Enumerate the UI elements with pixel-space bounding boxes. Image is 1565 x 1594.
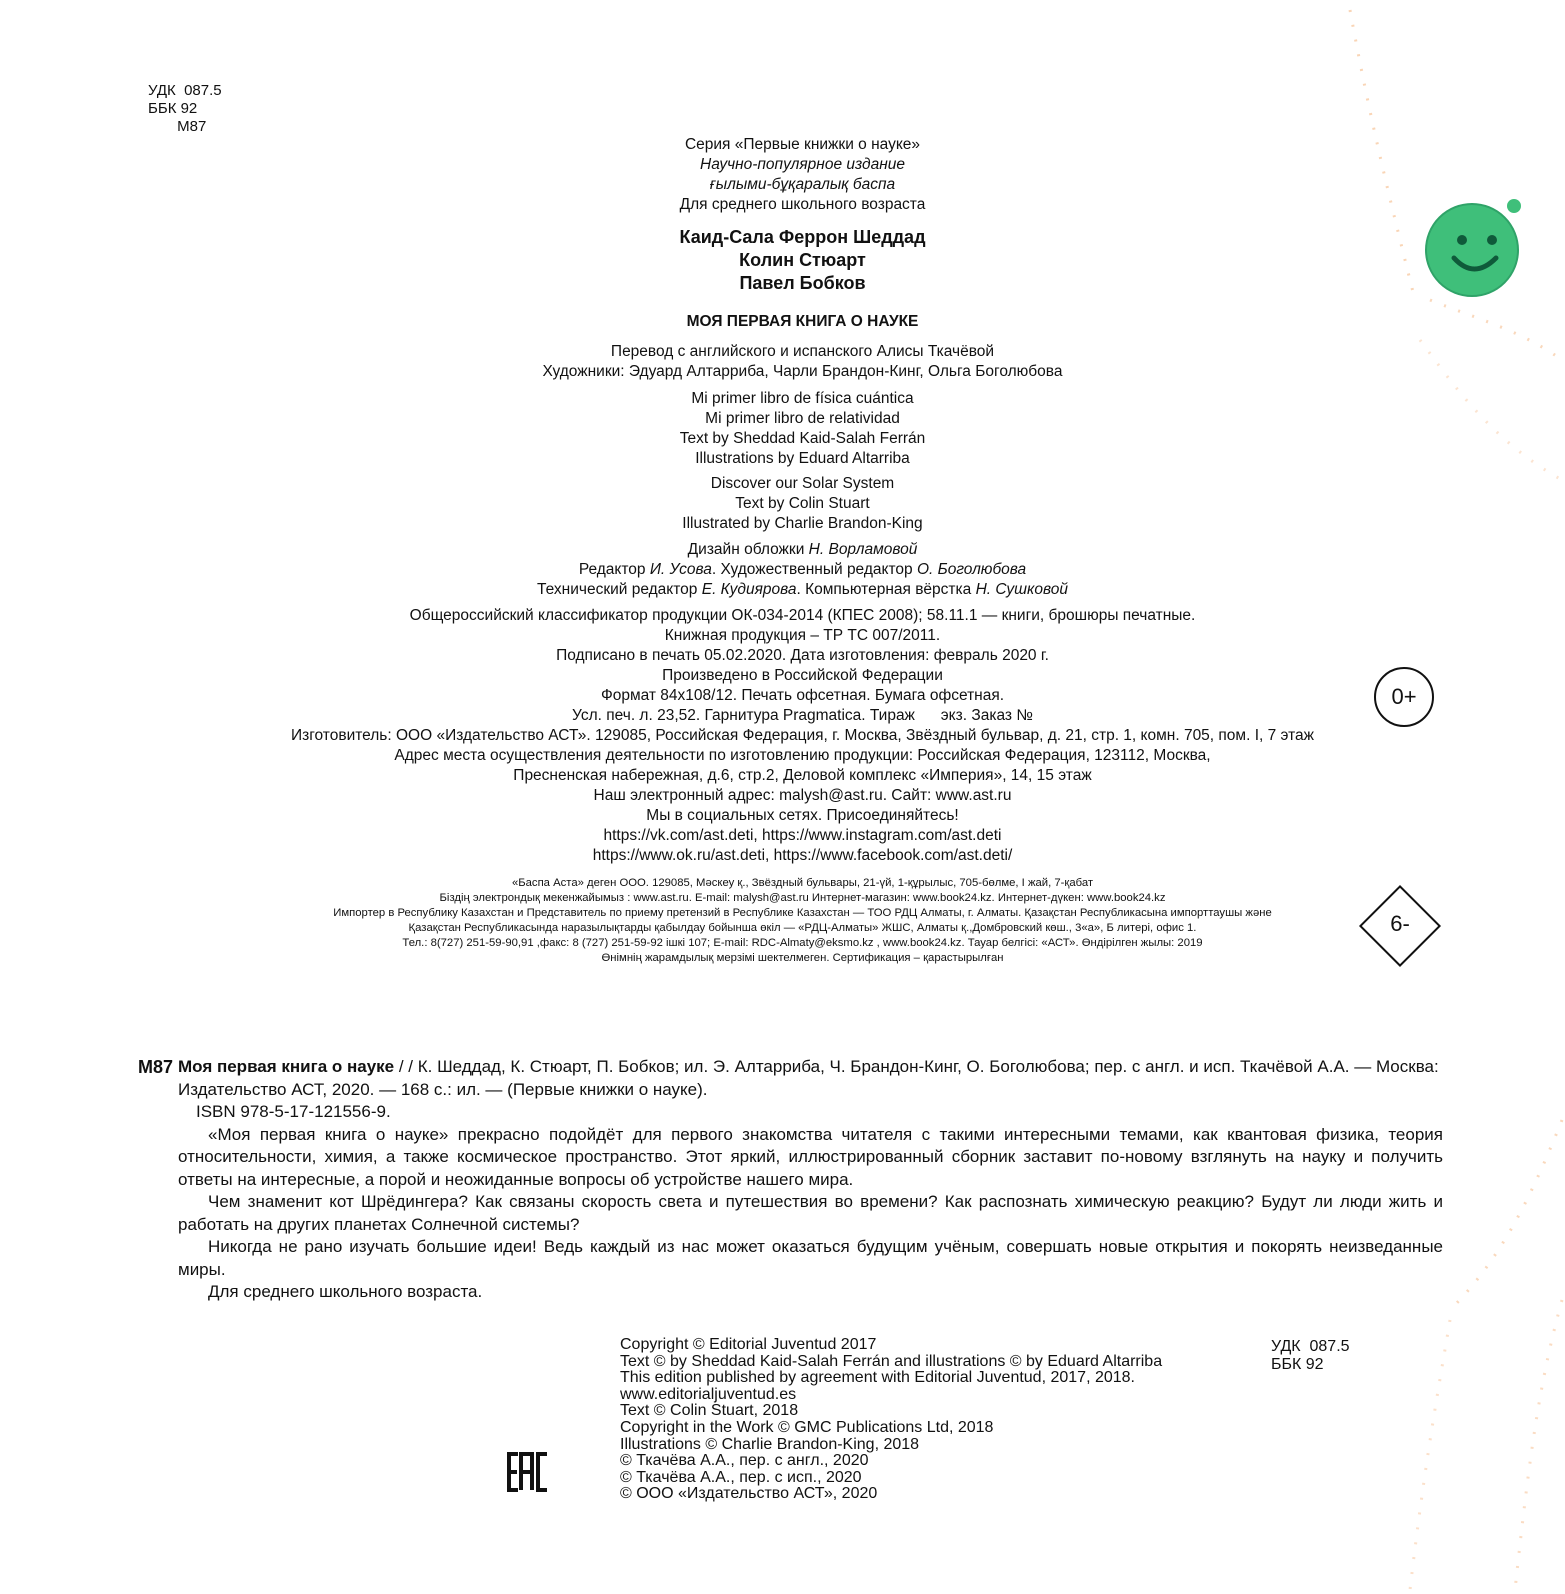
imprint-line: Формат 84x108/12. Печать офсетная. Бумага офсетная.: [600, 687, 1005, 704]
translation-block: [200, 342, 1405, 382]
original-title-line: Discover our Solar System: [710, 475, 895, 492]
copyright-line: www.editorialjuventud.es: [620, 1385, 797, 1403]
biblio-entry: [178, 1056, 1443, 1101]
series-name: Серия «Первые книжки о науке»: [684, 136, 921, 153]
author-mark-code: М87: [138, 1057, 174, 1077]
age-rating-diamond-label: 6-: [1390, 911, 1410, 936]
imprint-line: Наш электронный адрес: malysh@ast.ru. Сайт: www.ast.ru: [593, 787, 1012, 804]
copyright-line: © Ткачёва А.А., пер. с исп., 2020: [620, 1468, 862, 1486]
biblio-title: Моя первая книга о науке: [178, 1057, 395, 1076]
udk-block-bottom: [1271, 1338, 1350, 1374]
copyright-line: This edition published by agreement with Editorial Juventud, 2017, 2018.: [620, 1369, 1135, 1387]
bbk-code: ББК 92: [1271, 1356, 1324, 1373]
copyright-line: © Ткачёва А.А., пер. с англ., 2020: [620, 1452, 869, 1470]
copyright-line: Illustrations © Charlie Brandon-King, 2018: [620, 1435, 920, 1453]
copyright-line: Copyright © Editorial Juventud 2017: [620, 1336, 877, 1353]
original-title-line: Mi primer libro de relatividad: [705, 410, 900, 427]
kz-line: Тел.: 8(727) 251-59-90,91 ,факс: 8 (727) 251-59-92 ішкі 107; E-mail: RDC-Almaty@eksmo.kz , www.book24.kz. Тауар белгісі: «АСТ». Өндірілген жылы: 2019: [402, 937, 1203, 949]
edition-type-kz: ғылыми-бұқаралық баспа: [709, 176, 896, 193]
imprint-line: Подписано в печать 05.02.2020. Дата изготовления: февраль 2020 г.: [556, 647, 1049, 664]
original-title-line: Text by Sheddad Kaid-Salah Ferrán: [679, 430, 926, 447]
imprint-line: Пресненская набережная, д.6, стр.2, Деловой комплекс «Империя», 14, 15 этаж: [513, 767, 1092, 784]
udk-block: [148, 82, 222, 136]
original-titles-2: [200, 474, 1405, 534]
author-name: Колин Стюарт: [739, 250, 866, 270]
smiley-face-icon: [1424, 196, 1528, 300]
biblio-details: / / К. Шеддад, К. Стюарт, П. Бобков; ил. Э. Алтарриба, Ч. Брандон-Кинг, О. Боголюбова; пер. с англ. и исп. Ткачёвой А.А. — Москва: Издательство АСТ, 2020. — 168 с.: ил. — (Первые книжки о науке).: [178, 1057, 1439, 1099]
annotation-paragraph: Никогда не рано изучать большие идеи! Ведь каждый из нас может оказаться будущим учёным, совершать новые открытия и покорять неизведанные миры.: [178, 1237, 1443, 1279]
eac-mark-icon: [506, 1452, 550, 1492]
kz-imprint-block: [200, 876, 1405, 966]
kz-line: Біздің электрондық мекенжайымыз : www.ast.ru. E-mail: malysh@ast.ru Интернет-магазин: www.book24.kz. Интернет-дүкен: www.book24.kz: [439, 892, 1166, 904]
imprint-line: Изготовитель: ООО «Издательство АСТ». 129085, Российская Федерация, г. Москва, Звёздный бульвар, д. 21, стр. 1, комн. 705, пом. I, 7 этаж: [290, 727, 1315, 744]
annotation-paragraph: «Моя первая книга о науке» прекрасно подойдёт для первого знакомства читателя с такими интересными темами, как квантовая физика, теория относительности, химия, а также космическое пространство. Этот яркий, иллюстрированный сборник заставит по-новому взглянуть на науку и получить ответы на интересные, а порой и неожиданные вопросы об устройстве нашего мира.: [178, 1124, 1443, 1189]
copyright-line: © ООО «Издательство АСТ», 2020: [620, 1485, 878, 1503]
illustrators-line: Художники: Эдуард Алтарриба, Чарли Брандон-Кинг, Ольга Боголюбова: [542, 363, 1063, 380]
translator-line: Перевод с английского и испанского Алисы Ткачёвой: [610, 343, 995, 360]
imprint-line: https://vk.com/ast.deti, https://www.instagram.com/ast.deti: [603, 827, 1002, 844]
annotation-paragraph: Чем знаменит кот Шрёдингера? Как связаны скорость света и путешествия во времени? Как распознать химическую реакцию? Будут ли люди жить и работать на других планетах Солнечной системы?: [178, 1192, 1443, 1234]
annotation-paragraph: Для среднего школьного возраста.: [208, 1282, 483, 1301]
age-rating-circle: 0+: [1374, 667, 1434, 727]
kz-line: Өнімнің жарамдылық мерзімі шектелмеген. Сертификация – қарастырылған: [601, 952, 1004, 964]
bibliographic-record: [138, 1056, 1443, 1304]
bbk-code: ББК 92: [148, 100, 198, 117]
edition-type-ru: Научно-популярное издание: [700, 156, 905, 173]
imprint-block: [200, 606, 1405, 866]
kz-line: Импортер в Республику Казахстан и Представитель по приему претензий в Республике Казахстан — ТОО РДЦ Алматы, г. Алматы. Қазақстан Республикасына импорттаушы және: [333, 907, 1272, 919]
imprint-line: Произведено в Российской Федерации: [662, 667, 943, 684]
author-mark: М87: [148, 118, 207, 135]
original-title-line: Text by Colin Stuart: [735, 495, 870, 512]
udk-code: УДК 087.5: [148, 82, 222, 99]
imprint-line: Книжная продукция – ТР ТС 007/2011.: [664, 627, 941, 644]
copyright-line: Text © Colin Stuart, 2018: [620, 1402, 799, 1420]
imprint-line: https://www.ok.ru/ast.deti, https://www.facebook.com/ast.deti/: [592, 847, 1013, 864]
kz-line: Қазақстан Республикасында наразылықтарды қабылдау бойынша өкіл — «РДЦ-Алматы» ЖШС, Алматы қ.,Домбровский көш., 3«а», Б литері, офис 1.: [408, 922, 1197, 934]
copyright-line: Copyright in the Work © GMC Publications Ltd, 2018: [620, 1418, 994, 1436]
isbn: ISBN 978-5-17-121556-9.: [196, 1102, 391, 1121]
imprint-line: Мы в социальных сетях. Присоединяйтесь!: [646, 807, 959, 824]
original-titles-1: [200, 389, 1405, 469]
kz-line: «Баспа Аста» деген ООО. 129085, Мәскеу қ., Звёздный бульвары, 21-үй, 1-құрылыс, 705-бөлме, I жай, 7-қабат: [511, 877, 1094, 889]
imprint-line: Общероссийский классификатор продукции ОК-034-2014 (КПЕС 2008); 58.11.1 — книги, брошюры печатные.: [409, 607, 1196, 624]
editors-block: [200, 540, 1405, 600]
cover-design-line: Дизайн обложки Н. Ворламовой: [687, 541, 918, 558]
authors-block: [200, 226, 1405, 295]
editor-line: Редактор И. Усова. Художественный редактор О. Боголюбова: [578, 561, 1027, 578]
author-name: Павел Бобков: [739, 273, 866, 293]
copyright-block: [620, 1337, 1162, 1503]
original-title-line: Illustrations by Eduard Altarriba: [695, 450, 910, 467]
author-name: Каид-Сала Феррон Шеддад: [679, 227, 926, 247]
original-title-line: Mi primer libro de física cuántica: [691, 390, 914, 407]
age-group: Для среднего школьного возраста: [679, 196, 926, 213]
imprint-line: Адрес места осуществления деятельности по изготовлению продукции: Российская Федерация, 123112, Москва,: [394, 747, 1211, 764]
imprint-line: Усл. печ. л. 23,52. Гарнитура Pragmatica. Тираж экз. Заказ №: [572, 707, 1033, 724]
tech-editor-line: Технический редактор Е. Кудиярова. Компьютерная вёрстка Н. Сушковой: [537, 581, 1068, 598]
udk-code: УДК 087.5: [1271, 1338, 1350, 1355]
original-title-line: Illustrated by Charlie Brandon-King: [682, 515, 923, 532]
series-block: [200, 135, 1405, 215]
copyright-line: Text © by Sheddad Kaid-Salah Ferrán and illustrations © by Eduard Altarriba: [620, 1352, 1163, 1370]
book-title: МОЯ ПЕРВАЯ КНИГА О НАУКЕ: [686, 313, 919, 330]
